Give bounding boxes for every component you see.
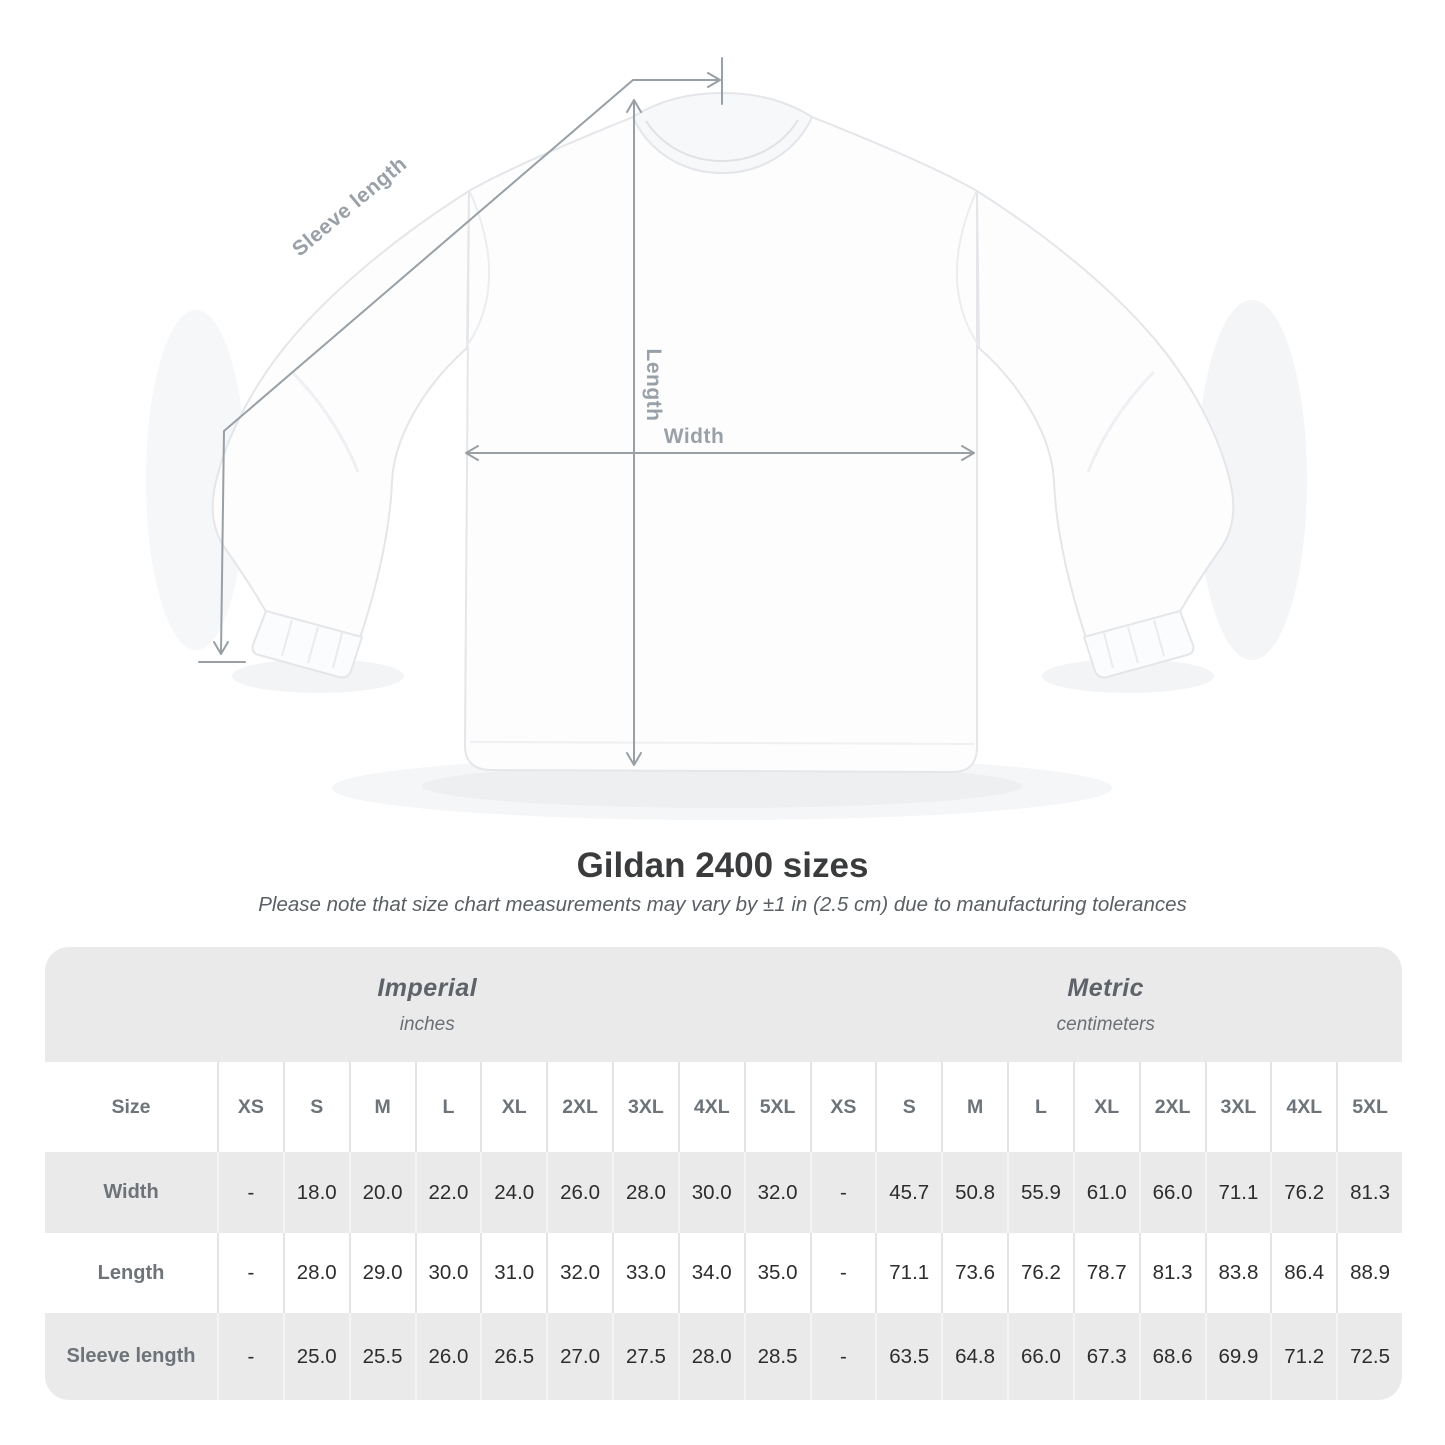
measurement-cell-sleeve-length: 66.0 — [1007, 1313, 1073, 1400]
measurement-cell-sleeve-length: 68.6 — [1139, 1313, 1205, 1400]
size-column-header: XS — [810, 1062, 876, 1152]
measurement-cell-width: 45.7 — [875, 1152, 941, 1233]
imperial-section-header — [45, 947, 810, 1062]
measurement-cell-length: 76.2 — [1007, 1233, 1073, 1313]
measurement-cell-width: 26.0 — [546, 1152, 612, 1233]
measurement-cell-sleeve-length: 67.3 — [1073, 1313, 1139, 1400]
row-label-length: Length — [45, 1233, 217, 1313]
row-label-width: Width — [45, 1152, 217, 1233]
size-column-header: L — [415, 1062, 481, 1152]
measurement-cell-length: 31.0 — [480, 1233, 546, 1313]
size-chart-table — [45, 947, 1402, 1400]
measurement-cell-length: 32.0 — [546, 1233, 612, 1313]
measurement-cell-length: 33.0 — [612, 1233, 678, 1313]
measurement-cell-length: - — [217, 1233, 283, 1313]
right-sleeve — [977, 191, 1233, 644]
measurement-cell-width: 55.9 — [1007, 1152, 1073, 1233]
size-column-header: XL — [480, 1062, 546, 1152]
left-sleeve — [213, 191, 469, 644]
measurement-cell-length: 35.0 — [744, 1233, 810, 1313]
measurement-cell-length: 29.0 — [349, 1233, 415, 1313]
measurement-cell-width: 32.0 — [744, 1152, 810, 1233]
measurement-cell-sleeve-length: - — [810, 1313, 876, 1400]
measurement-cell-length: 73.6 — [941, 1233, 1007, 1313]
measurement-cell-width: 28.0 — [612, 1152, 678, 1233]
measurement-cell-width: 81.3 — [1336, 1152, 1402, 1233]
size-column-header: 2XL — [546, 1062, 612, 1152]
size-column-header: L — [1007, 1062, 1073, 1152]
size-column-header: 3XL — [612, 1062, 678, 1152]
size-column-header: 2XL — [1139, 1062, 1205, 1152]
measurement-cell-length: 86.4 — [1270, 1233, 1336, 1313]
measurement-cell-width: 71.1 — [1205, 1152, 1271, 1233]
measurement-cell-length: 28.0 — [283, 1233, 349, 1313]
measurement-cell-width: 66.0 — [1139, 1152, 1205, 1233]
measurement-cell-sleeve-length: 71.2 — [1270, 1313, 1336, 1400]
sleeve-length-label: Sleeve length — [287, 152, 412, 262]
measurement-cell-sleeve-length: 26.0 — [415, 1313, 481, 1400]
measurement-cell-length: - — [810, 1233, 876, 1313]
measurement-cell-sleeve-length: 25.5 — [349, 1313, 415, 1400]
width-label: Width — [663, 425, 725, 448]
measurement-cell-width: 22.0 — [415, 1152, 481, 1233]
measurement-cell-width: 76.2 — [1270, 1152, 1336, 1233]
measurement-cell-sleeve-length: 28.0 — [678, 1313, 744, 1400]
measurement-cell-width: 18.0 — [283, 1152, 349, 1233]
measurement-cell-length: 34.0 — [678, 1233, 744, 1313]
imperial-section-unit: inches — [399, 1013, 455, 1035]
length-label: Length — [642, 348, 665, 422]
measurement-cell-width: 24.0 — [480, 1152, 546, 1233]
size-column-header: S — [283, 1062, 349, 1152]
measurement-cell-length: 30.0 — [415, 1233, 481, 1313]
metric-section-title: Metric — [1067, 973, 1145, 1002]
size-column-header: M — [349, 1062, 415, 1152]
measurement-cell-sleeve-length: 63.5 — [875, 1313, 941, 1400]
measurement-cell-sleeve-length: 26.5 — [480, 1313, 546, 1400]
metric-section-header — [810, 947, 1403, 1062]
measurement-cell-sleeve-length: 64.8 — [941, 1313, 1007, 1400]
measurement-cell-length: 83.8 — [1205, 1233, 1271, 1313]
measurement-cell-sleeve-length: 25.0 — [283, 1313, 349, 1400]
measurement-cell-length: 88.9 — [1336, 1233, 1402, 1313]
measurement-cell-length: 81.3 — [1139, 1233, 1205, 1313]
size-column-header: 3XL — [1205, 1062, 1271, 1152]
measurement-cell-width: 30.0 — [678, 1152, 744, 1233]
size-column-header: XS — [217, 1062, 283, 1152]
imperial-section-title: Imperial — [377, 973, 478, 1002]
metric-section-unit: centimeters — [1056, 1013, 1155, 1035]
size-column-header: 5XL — [744, 1062, 810, 1152]
size-column-header: 4XL — [1270, 1062, 1336, 1152]
measurement-cell-sleeve-length: 27.0 — [546, 1313, 612, 1400]
measurement-cell-length: 78.7 — [1073, 1233, 1139, 1313]
measurement-cell-sleeve-length: 72.5 — [1336, 1313, 1402, 1400]
measurement-cell-width: 50.8 — [941, 1152, 1007, 1233]
size-column-header: M — [941, 1062, 1007, 1152]
measurement-cell-width: 20.0 — [349, 1152, 415, 1233]
page-title: Gildan 2400 sizes — [576, 846, 869, 885]
measurement-cell-width: - — [810, 1152, 876, 1233]
size-column-header: S — [875, 1062, 941, 1152]
size-column-header: 4XL — [678, 1062, 744, 1152]
size-column-header: XL — [1073, 1062, 1139, 1152]
measurement-cell-width: - — [217, 1152, 283, 1233]
size-column-header: 5XL — [1336, 1062, 1402, 1152]
measurement-cell-width: 61.0 — [1073, 1152, 1139, 1233]
measurement-cell-sleeve-length: 69.9 — [1205, 1313, 1271, 1400]
size-row-header: Size — [45, 1062, 217, 1152]
measurement-cell-length: 71.1 — [875, 1233, 941, 1313]
measurement-cell-sleeve-length: 28.5 — [744, 1313, 810, 1400]
measurement-cell-sleeve-length: 27.5 — [612, 1313, 678, 1400]
measurement-cell-sleeve-length: - — [217, 1313, 283, 1400]
row-label-sleeve-length: Sleeve length — [45, 1313, 217, 1400]
tolerance-note: Please note that size chart measurements may vary by ±1 in (2.5 cm) due to manufacturing tolerances — [258, 893, 1187, 916]
